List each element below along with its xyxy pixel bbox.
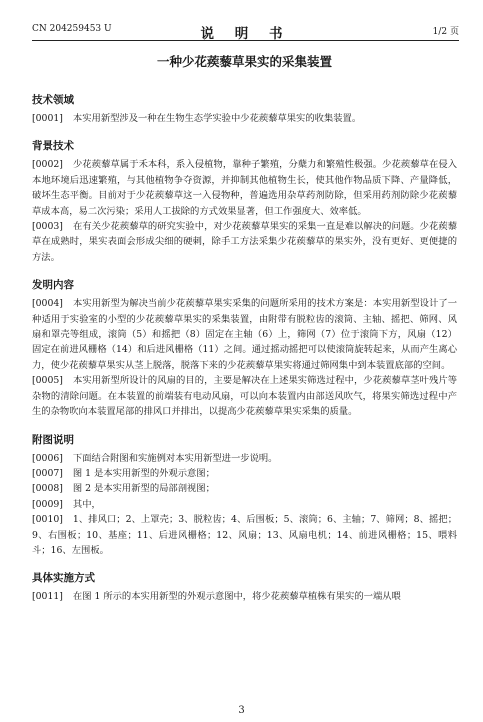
paragraph xyxy=(32,373,457,419)
paragraph xyxy=(32,589,457,604)
document-body xyxy=(32,52,457,605)
paragraph-number: [0009] xyxy=(32,498,63,510)
paragraph-number: [0005] xyxy=(32,375,63,387)
section-heading: 具体实施方式 xyxy=(32,572,95,585)
paragraph-number: [0007] xyxy=(32,467,63,479)
paragraph-number: [0001] xyxy=(32,113,63,124)
paragraph-number: [0011] xyxy=(32,591,63,603)
section-heading: 发明内容 xyxy=(32,279,74,292)
paragraph-number: [0002] xyxy=(32,159,63,171)
paragraph-text: 1、排风口；2、上罩壳；3、脱粒齿；4、后围板；5、滚筒；6、主轴；7、筛网；8、摇把；9、右围板；10、基座；11、后进风栅格；12、风扇；13、风扇电机；14、前进风栅格；15、喂料斗；16、左围板。 xyxy=(32,514,457,556)
paragraph-text: 下面结合附图和实施例对本实用新型进一步说明。 xyxy=(72,452,278,464)
paragraph-number: [0004] xyxy=(32,298,63,310)
paragraph xyxy=(32,451,457,466)
paragraph xyxy=(32,296,457,373)
section-heading: 技术领域 xyxy=(32,94,74,106)
paragraph-text: 本实用新型涉及一种在生物生态学实验中少花蒺藜草果实的收集装置。 xyxy=(72,113,362,124)
page-indicator: 1/2 页 xyxy=(432,27,459,37)
paragraph-text: 少花蒺藜草属于禾本科，系入侵植物，靠种子繁殖，分蘖力和繁殖性极强。少花蒺藜草在侵入本地环境后迅速繁殖，与其他植物争夺资源，并抑制其他植物生长，使其他作物品质下降、产量降低，破坏生态平衡。目前对于少花蒺藜草这一入侵物种，普遍选用杂草药剂防除，但采用药剂防除少花蒺藜草成本高，易二次污染；采用人工拔除的方式效果显著，但工作强度大、效率低。 xyxy=(32,159,457,217)
document-title: 一种少花蒺藜草果实的采集装置 xyxy=(156,54,332,69)
paragraph-text: 图 1 是本实用新型的外观示意图； xyxy=(72,467,215,479)
paragraph xyxy=(32,111,457,126)
page-header xyxy=(32,22,459,42)
patent-number: CN 204259453 U xyxy=(32,24,112,34)
page-number: 3 xyxy=(238,705,245,716)
paragraph xyxy=(32,219,457,265)
paragraph-text: 本实用新型为解决当前少花蒺藜草果实采集的问题所采用的技术方案是：本实用新型设计了一种适用于实验室的小型的少花蒺藜草果实的采集装置，由附带有脱粒齿的滚筒、主轴、摇把、筛网、风扇和罩壳等组成，滚筒（5）和摇把（8）固定在主轴（6）上，筛网（7）位于滚筒下方，风扇（12）固定在前进风栅格（14）和后进风栅格（11）之间。通过摇动摇把可以使滚筒旋转起来，从而产生离心力，使少花蒺藜草果实从茎上脱落，脱落下来的少花蒺藜草果实将通过筛网集中到本装置底部的空间。 xyxy=(32,298,457,371)
paragraph-text: 图 2 是本实用新型的局部剖视图； xyxy=(72,483,215,495)
paragraph-number: [0010] xyxy=(32,514,63,526)
section-heading: 背景技术 xyxy=(32,140,74,153)
paragraph-number: [0003] xyxy=(32,221,63,233)
paragraph-text: 在图 1 所示的本实用新型的外观示意图中，将少花蒺藜草植株有果实的一端从喂 xyxy=(72,591,401,603)
paragraph-text: 在有关少花蒺藜草的研究实验中，对少花蒺藜草果实的采集一直是难以解决的问题。少花蒺藜草在成熟时，果实表面会形成尖细的硬刺，除手工方法采集少花蒺藜草的果实外，没有更好、更便捷的方法。 xyxy=(32,221,457,263)
paragraph xyxy=(32,512,457,558)
section-heading: 附图说明 xyxy=(32,433,74,446)
paragraph xyxy=(32,481,457,496)
paragraph xyxy=(32,157,457,219)
paragraph-number: [0006] xyxy=(32,452,63,464)
paragraph-text: 其中， xyxy=(72,498,101,510)
paragraph-number: [0008] xyxy=(32,483,63,495)
paragraph-text: 本实用新型所设计的风扇的目的，主要是解决在上述果实筛选过程中，少花蒺藜草茎叶残片等杂物的清除问题。在本装置的前端装有电动风扇，可以向本装置内由部送风吹气，将果实筛选过程中产生的杂物吹向本装置尾部的排风口并排出，以提高少花蒺藜草果实采集的质量。 xyxy=(32,375,457,418)
paragraph xyxy=(32,466,457,481)
header-rule xyxy=(32,40,459,41)
document-type: 说 明 书 xyxy=(200,26,291,42)
paragraph xyxy=(32,497,457,512)
